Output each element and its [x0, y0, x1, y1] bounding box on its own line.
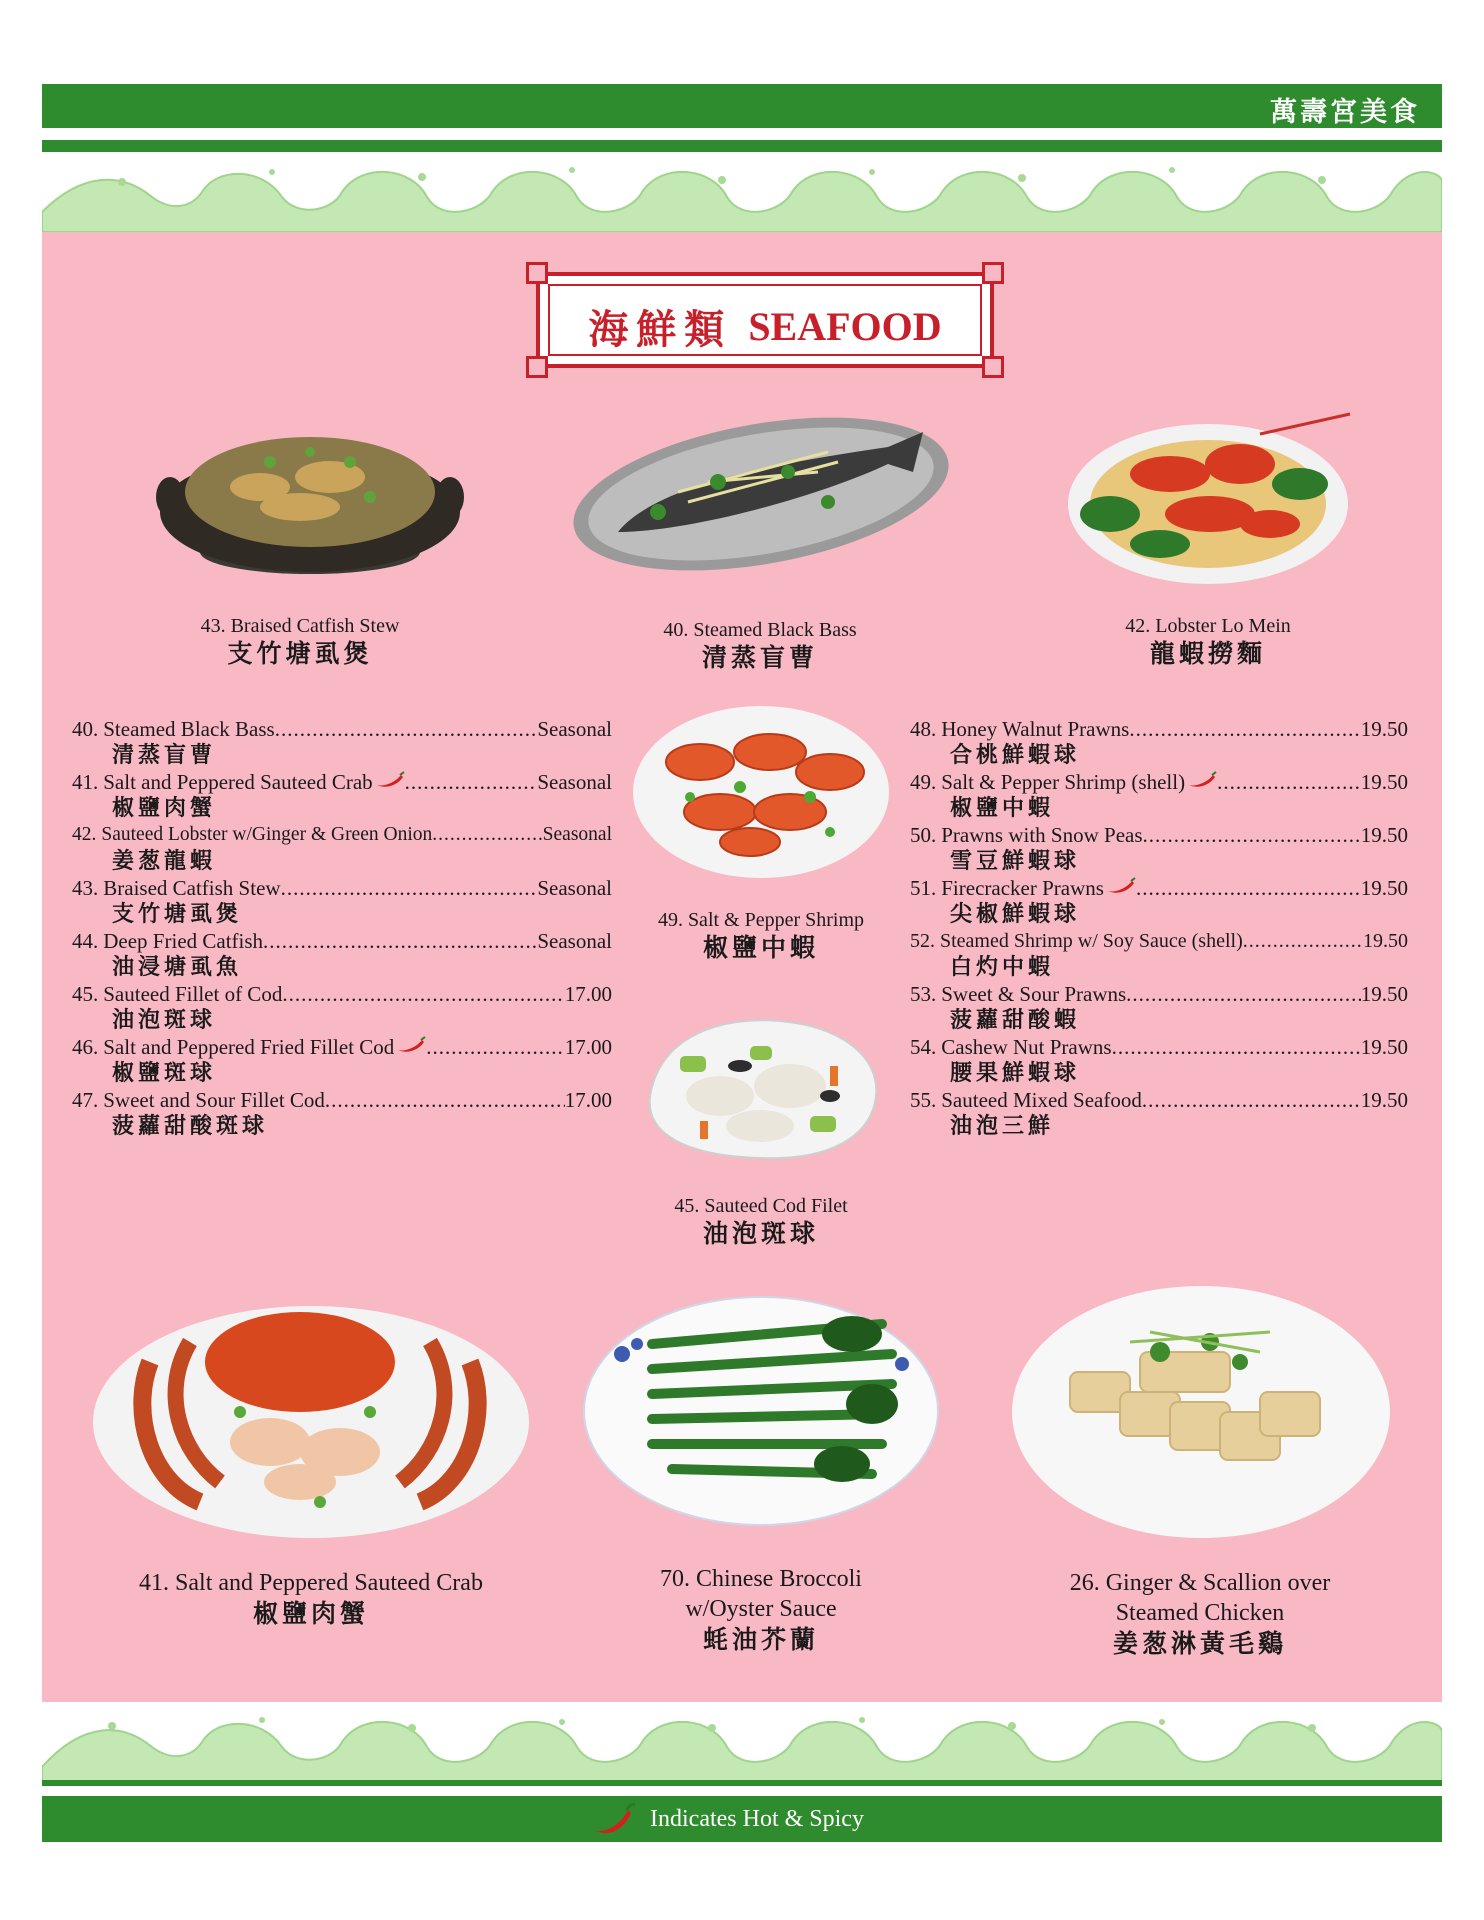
menu-item-cn: 菠蘿甜酸斑球	[112, 1113, 269, 1139]
dish-photo-steamed-black-bass	[568, 402, 954, 582]
caption-cn: 清蒸盲曹	[701, 643, 818, 672]
caption-catfish-stew	[150, 614, 450, 670]
menu-item-name: Sauteed Mixed Seafood	[941, 1088, 1142, 1112]
menu-item-name: Salt and Peppered Sauteed Crab	[103, 770, 373, 794]
menu-item: 41. Salt and Peppered Sauteed Crab ..... Seasonal 椒鹽肉蟹	[72, 769, 612, 822]
menu-item-name: Deep Fried Catfish	[103, 929, 264, 953]
menu-item: 50. Prawns with Snow Peas ..... 19.50 雪豆鮮蝦球	[910, 822, 1408, 875]
caption-steamed-black-bass	[610, 618, 910, 674]
chili-pepper-icon	[396, 1036, 426, 1054]
menu-item-price: 19.50	[1363, 930, 1408, 952]
menu-item: 53. Sweet & Sour Prawns ..... 19.50 菠蘿甜酸蝦	[910, 981, 1408, 1034]
decorative-wave-band-bottom	[42, 1702, 1442, 1782]
restaurant-name: 萬壽宮美食	[1270, 97, 1420, 128]
caption-cn: 蚝油芥蘭	[702, 1625, 819, 1654]
menu-item-cn: 清蒸盲曹	[112, 742, 217, 768]
menu-item-name: Salt and Peppered Fried Fillet Cod	[103, 1035, 395, 1059]
caption-lobster-lo-mein	[1058, 614, 1358, 670]
menu-item-cn: 白灼中蝦	[950, 954, 1055, 980]
dish-photo-chinese-broccoli	[582, 1294, 940, 1528]
section-title-cn: 海鮮類	[588, 306, 733, 353]
chili-pepper-icon	[1106, 877, 1136, 895]
menu-item: 44. Deep Fried Catfish ..... Seasonal 油浸塘虱魚	[72, 928, 612, 981]
caption-en: 43. Braised Catfish Stew	[200, 615, 400, 637]
caption-sauteed-cod-filet	[626, 1194, 896, 1250]
menu-item-price: Seasonal	[537, 876, 612, 900]
section-title-en: SEAFOOD	[748, 304, 942, 349]
dish-photo-sauteed-cod-filet	[640, 1006, 884, 1166]
menu-item-price: 17.00	[564, 1035, 612, 1059]
menu-item-cn: 油浸塘虱魚	[112, 954, 243, 980]
menu-item: 48. Honey Walnut Prawns ..... 19.50 合桃鮮蝦球	[910, 716, 1408, 769]
menu-item-cn: 合桃鮮蝦球	[950, 742, 1081, 768]
chili-pepper-icon	[590, 1802, 636, 1836]
menu-list-right	[910, 716, 1408, 1140]
section-title	[540, 298, 990, 355]
caption-salt-pepper-shrimp	[626, 908, 896, 964]
menu-item-cn: 椒鹽斑球	[112, 1060, 217, 1086]
menu-item-price: 19.50	[1360, 1088, 1408, 1112]
menu-item-name: Sweet & Sour Prawns	[941, 982, 1127, 1006]
menu-item: 46. Salt and Peppered Fried Fillet Cod ..... 17.00 椒鹽斑球	[72, 1034, 612, 1087]
menu-item: 54. Cashew Nut Prawns ..... 19.50 腰果鮮蝦球	[910, 1034, 1408, 1087]
menu-item-price: 19.50	[1360, 770, 1408, 794]
caption-chinese-broccoli	[596, 1564, 926, 1656]
menu-item: 42. Sauteed Lobster w/Ginger & Green Onion ..... Seasonal 姜葱龍蝦	[72, 822, 612, 875]
menu-item-price: 19.50	[1360, 876, 1408, 900]
menu-item-price: 19.50	[1360, 823, 1408, 847]
menu-item-price: 17.00	[564, 1088, 612, 1112]
caption-en: 41. Salt and Peppered Sauteed Crab	[139, 1570, 483, 1596]
menu-item: 55. Sauteed Mixed Seafood ..... 19.50 油泡三鮮	[910, 1087, 1408, 1140]
header-bar	[42, 84, 1442, 128]
menu-item-cn: 椒鹽肉蟹	[112, 795, 217, 821]
section-title-frame	[536, 272, 994, 368]
menu-item-name: Sauteed Lobster w/Ginger & Green Onion	[101, 824, 433, 845]
menu-item-name: Braised Catfish Stew	[103, 876, 281, 900]
menu-item-price: Seasonal	[537, 717, 612, 741]
menu-item: 43. Braised Catfish Stew ..... Seasonal 支竹塘虱煲	[72, 875, 612, 928]
header-divider	[42, 140, 1442, 152]
caption-en: 42. Lobster Lo Mein	[1125, 615, 1291, 637]
menu-item-name: Prawns with Snow Peas	[941, 823, 1143, 847]
menu-item: 51. Firecracker Prawns ..... 19.50 尖椒鮮蝦球	[910, 875, 1408, 928]
dish-photo-ginger-scallion-chicken	[1010, 1282, 1392, 1542]
caption-cn: 支竹塘虱煲	[227, 639, 373, 668]
menu-item-name: Sweet and Sour Fillet Cod	[103, 1088, 325, 1112]
legend-text: Indicates Hot & Spicy	[650, 1805, 864, 1832]
caption-en: Steamed Chicken	[1115, 1600, 1285, 1626]
menu-item-cn: 菠蘿甜酸蝦	[950, 1007, 1081, 1033]
spicy-legend	[590, 1802, 864, 1836]
menu-item: 47. Sweet and Sour Fillet Cod ..... 17.00 菠蘿甜酸斑球	[72, 1087, 612, 1140]
menu-item-name: Steamed Shrimp w/ Soy Sauce (shell)	[940, 930, 1243, 952]
menu-item-cn: 姜葱龍蝦	[112, 848, 217, 874]
menu-item-name: Honey Walnut Prawns	[941, 717, 1130, 741]
caption-en: 49. Salt & Pepper Shrimp	[657, 909, 865, 931]
caption-cn: 椒鹽中蝦	[702, 933, 819, 962]
caption-cn: 龍蝦撈麵	[1149, 639, 1266, 668]
menu-item-name: Steamed Black Bass	[103, 717, 275, 741]
menu-item-name: Cashew Nut Prawns	[941, 1035, 1112, 1059]
chili-pepper-icon	[1187, 771, 1217, 789]
menu-item-price: Seasonal	[537, 770, 612, 794]
dish-photo-salt-pepper-crab	[90, 1282, 532, 1544]
footer-divider	[42, 1780, 1442, 1786]
caption-salt-pepper-crab	[96, 1568, 526, 1630]
caption-en: 45. Sauteed Cod Filet	[674, 1195, 848, 1217]
decorative-wave-band-top	[42, 152, 1442, 232]
menu-item-cn: 腰果鮮蝦球	[950, 1060, 1081, 1086]
menu-item-cn: 油泡斑球	[112, 1007, 217, 1033]
menu-item-cn: 尖椒鮮蝦球	[950, 901, 1081, 927]
menu-item-name: Sauteed Fillet of Cod	[103, 982, 283, 1006]
menu-item-cn: 支竹塘虱煲	[112, 901, 243, 927]
menu-item-name: Salt & Pepper Shrimp (shell)	[941, 770, 1186, 794]
caption-en: 40. Steamed Black Bass	[663, 619, 857, 641]
menu-item-price: 17.00	[564, 982, 612, 1006]
caption-en: 70. Chinese Broccoli	[660, 1566, 862, 1592]
menu-item: 52. Steamed Shrimp w/ Soy Sauce (shell) ..... 19.50 白灼中蝦	[910, 928, 1408, 981]
menu-item-cn: 椒鹽中蝦	[950, 795, 1055, 821]
dish-photo-salt-pepper-shrimp	[630, 702, 892, 882]
menu-item-price: Seasonal	[542, 824, 612, 845]
menu-item-cn: 雪豆鮮蝦球	[950, 848, 1081, 874]
menu-item: 45. Sauteed Fillet of Cod ..... 17.00 油泡斑球	[72, 981, 612, 1034]
caption-cn: 椒鹽肉蟹	[252, 1599, 369, 1628]
caption-cn: 姜葱淋黃毛鷄	[1112, 1629, 1287, 1658]
footer-bar	[42, 1796, 1442, 1842]
dish-photo-catfish-stew	[150, 392, 470, 582]
menu-item-price: 19.50	[1360, 982, 1408, 1006]
dish-photo-lobster-lo-mein	[1060, 394, 1356, 594]
menu-item-cn: 油泡三鮮	[950, 1113, 1055, 1139]
caption-en: w/Oyster Sauce	[685, 1596, 837, 1622]
caption-en: 26. Ginger & Scallion over	[1069, 1570, 1331, 1596]
menu-list-left	[72, 716, 612, 1140]
menu-item-price: 19.50	[1360, 717, 1408, 741]
menu-item: 49. Salt & Pepper Shrimp (shell) ..... 19.50 椒鹽中蝦	[910, 769, 1408, 822]
menu-item-price: 19.50	[1360, 1035, 1408, 1059]
caption-cn: 油泡斑球	[702, 1219, 819, 1248]
menu-item-name: Firecracker Prawns	[941, 876, 1104, 900]
menu-item: 40. Steamed Black Bass ..... Seasonal 清蒸盲曹	[72, 716, 612, 769]
caption-ginger-scallion-chicken	[1020, 1568, 1380, 1660]
menu-item-price: Seasonal	[537, 929, 612, 953]
chili-pepper-icon	[375, 771, 405, 789]
